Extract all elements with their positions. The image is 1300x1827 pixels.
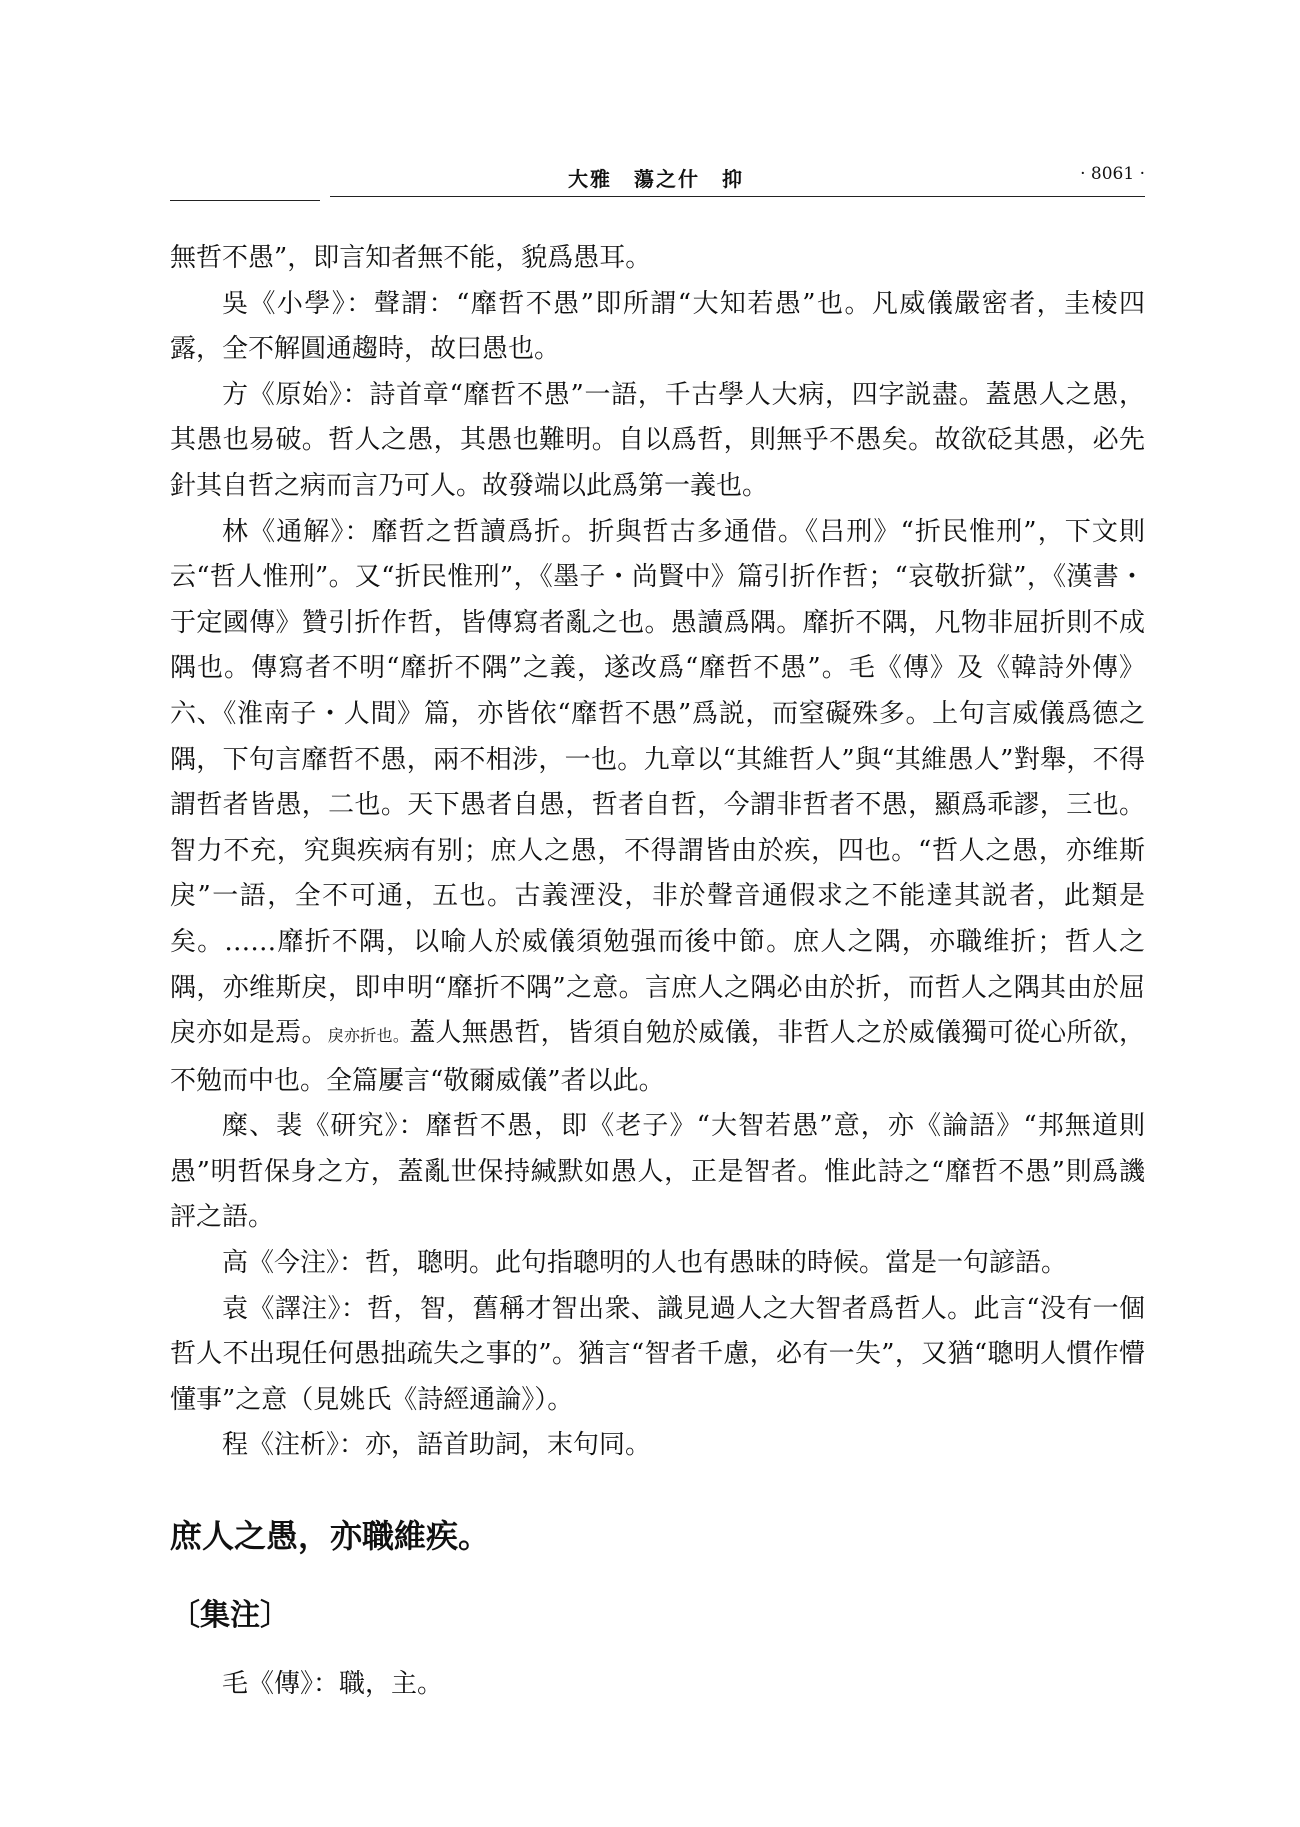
- paragraph-2: 方《原始》：詩首章“靡哲不愚”一語，千古學人大病，四字説盡。蓋愚人之愚，其愚也易破。哲人之愚，其愚也難明。自以爲哲，則無乎不愚矣。故欲砭其愚，必先針其自哲之病而言乃可人。故發端以此爲第一義也。: [170, 379, 1145, 501]
- paragraph-3-cont: 蓋人無愚哲，皆須自勉於威儀，非哲人之於威儀獨可從心所欲，不勉而中也。全篇屢言“敬爾威儀”者以此。: [170, 1018, 1145, 1096]
- paragraph-1: 吳《小學》：聲謂：“靡哲不愚”即所謂“大知若愚”也。凡威儀嚴密者，圭棱四露，全不解圓通趨時，故曰愚也。: [170, 288, 1145, 365]
- running-header: [170, 163, 1145, 193]
- page-number: · 8061 ·: [1080, 164, 1145, 184]
- section-title: 〔集注〕: [170, 1598, 290, 1633]
- inline-note: 戾亦折也。: [327, 1026, 410, 1046]
- header-rule: [330, 196, 1145, 197]
- running-title: 大雅 蕩之什 抑: [568, 167, 744, 191]
- paragraph-6: 高《今注》：哲，聰明。此句指聰明的人也有愚昧的時候。當是一句諺語。: [222, 1248, 1068, 1279]
- paragraph-8: 程《注析》：亦，語首助詞，末句同。: [222, 1430, 652, 1461]
- header-rule-left: [170, 200, 320, 201]
- annotation-line: 毛《傳》：職，主。: [222, 1669, 444, 1699]
- commentary-body: [170, 236, 1145, 1469]
- verse-heading: 庶人之愚，亦職維疾。: [170, 1517, 491, 1555]
- paragraph-5: 糜、裴《研究》：靡哲不愚，即《老子》“大智若愚”意，亦《論語》“邦無道則愚”明哲保身之方，蓋亂世保持緘默如愚人，正是智者。惟此詩之“靡哲不愚”則爲譏評之語。: [170, 1111, 1145, 1233]
- paragraph-0: 無哲不愚”，即言知者無不能，貌爲愚耳。: [170, 243, 652, 273]
- paragraph-3-text: 林《通解》：靡哲之哲讀爲折。折與哲古多通借。《吕刑》“折民惟刑”，下文則云“哲人惟刑”。又“折民惟刑”，《墨子・尚賢中》篇引折作哲；“哀敬折獄”，《漢書・于定國傳》贊引折作哲，皆傳寫者亂之也。愚讀爲隅。靡折不隅，凡物非屈折則不成隅也。傳寫者不明“靡折不隅”之義，遂改爲“靡哲不愚”。毛《傳》及《韓詩外傳》六、《淮南子・人間》篇，亦皆依“靡哲不愚”爲説，而窒礙殊多。上句言威儀爲德之隅，下句言靡哲不愚，兩不相涉，一也。九章以“其維哲人”與“其維愚人”對舉，不得謂哲者皆愚，二也。天下愚者自愚，哲者自哲，今謂非哲者不愚，顯爲乖謬，三也。智力不充，究與疾病有别；庶人之愚，不得謂皆由於疾，四也。“哲人之愚，亦维斯戾”一語，全不可通，五也。古義湮没，非於聲音通假求之不能達其説者，此類是矣。……靡折不隅，以喻人於威儀須勉强而後中節。庶人之隅，亦職维折；哲人之隅，亦维斯戾，即申明“靡折不隅”之意。言庶人之隅必由於折，而哲人之隅其由於屈戾亦如是焉。: [170, 516, 1145, 1049]
- paragraph-3: [170, 510, 1145, 1105]
- paragraph-7: 袁《譯注》：哲，智，舊稱才智出衆、識見過人之大智者爲哲人。此言“没有一個哲人不出現任何愚拙疏失之事的”。猶言“智者千慮，必有一失”，又猶“聰明人慣作懵懂事”之意（見姚氏《詩經通論》）。: [170, 1293, 1145, 1415]
